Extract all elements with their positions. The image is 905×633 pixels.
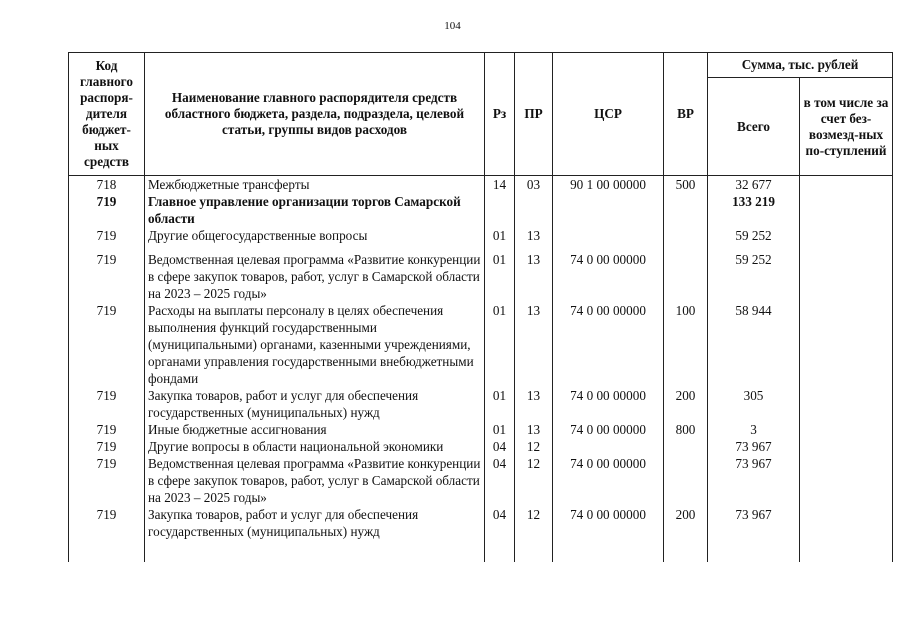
- cell-vr: 200: [664, 387, 708, 421]
- cell-rz: 14: [485, 176, 515, 194]
- cell-rz: 01: [485, 302, 515, 387]
- cell-rz: [485, 193, 515, 227]
- cell-rz: 04: [485, 438, 515, 455]
- table-row: [69, 387, 893, 421]
- cell-pr: 13: [515, 421, 553, 438]
- cell-rz: 04: [485, 455, 515, 506]
- cell-pr: 13: [515, 227, 553, 244]
- cell-incl: [800, 227, 893, 244]
- cell-code: 718: [69, 176, 145, 194]
- cell-csr: [553, 438, 664, 455]
- cell-pr: [515, 193, 553, 227]
- cell-csr: 74 0 00 00000: [553, 302, 664, 387]
- cell-code: 719: [69, 438, 145, 455]
- cell-csr: 74 0 00 00000: [553, 455, 664, 506]
- cell-pr: 13: [515, 244, 553, 302]
- header-vr: ВР: [664, 53, 708, 176]
- cell-name: Межбюджетные трансферты: [145, 176, 485, 194]
- cell-total: 59 252: [708, 227, 800, 244]
- cell-vr: 100: [664, 302, 708, 387]
- cell-csr: [553, 193, 664, 227]
- table-row: [69, 455, 893, 506]
- cell-name: Ведомственная целевая программа «Развитие конкуренции в сфере закупок товаров, работ, услуг в Самарской области на 2023 – 2025 годы»: [145, 455, 485, 506]
- cell-code: 719: [69, 421, 145, 438]
- cell-rz: 01: [485, 244, 515, 302]
- cell-total: 73 967: [708, 438, 800, 455]
- cell-csr: 74 0 00 00000: [553, 421, 664, 438]
- cell-name: Главное управление организации торгов Самарской области: [145, 193, 485, 227]
- cell-incl: [800, 421, 893, 438]
- cell-incl: [800, 244, 893, 302]
- cell-csr: [553, 227, 664, 244]
- cell-total: 59 252: [708, 244, 800, 302]
- cell-vr: [664, 438, 708, 455]
- cell-name: Другие вопросы в области национальной экономики: [145, 438, 485, 455]
- table-row: [69, 421, 893, 438]
- table-row: [69, 506, 893, 540]
- table-row: [69, 244, 893, 302]
- cell-incl: [800, 176, 893, 194]
- cell-pr: 13: [515, 387, 553, 421]
- cell-vr: [664, 193, 708, 227]
- cell-rz: 04: [485, 506, 515, 540]
- cell-incl: [800, 387, 893, 421]
- cell-pr: 03: [515, 176, 553, 194]
- cell-rz: 01: [485, 387, 515, 421]
- cell-pr: 12: [515, 455, 553, 506]
- cell-vr: 800: [664, 421, 708, 438]
- header-pr: ПР: [515, 53, 553, 176]
- cell-vr: 200: [664, 506, 708, 540]
- cell-incl: [800, 438, 893, 455]
- table-row: [69, 438, 893, 455]
- cell-total: 58 944: [708, 302, 800, 387]
- cell-vr: [664, 227, 708, 244]
- table-row: [69, 193, 893, 227]
- cell-name: Иные бюджетные ассигнования: [145, 421, 485, 438]
- table-row: [69, 176, 893, 194]
- cell-csr: 74 0 00 00000: [553, 387, 664, 421]
- header-code: Код главного распоря-дителя бюджет-ных средств: [69, 53, 145, 176]
- budget-table: [68, 52, 893, 562]
- cell-code: 719: [69, 193, 145, 227]
- header-total: Всего: [708, 78, 800, 176]
- cell-incl: [800, 302, 893, 387]
- table-row: [69, 227, 893, 244]
- header-sum-group: Сумма, тыс. рублей: [708, 53, 893, 78]
- cell-total: 305: [708, 387, 800, 421]
- cell-pr: 12: [515, 438, 553, 455]
- cell-total: 73 967: [708, 506, 800, 540]
- cell-total: 133 219: [708, 193, 800, 227]
- cell-name: Ведомственная целевая программа «Развитие конкуренции в сфере закупок товаров, работ, услуг в Самарской области на 2023 – 2025 годы»: [145, 244, 485, 302]
- cell-total: 3: [708, 421, 800, 438]
- page-number: 104: [444, 20, 461, 32]
- cell-incl: [800, 193, 893, 227]
- cell-csr: 74 0 00 00000: [553, 244, 664, 302]
- cell-vr: 500: [664, 176, 708, 194]
- header-rz: Рз: [485, 53, 515, 176]
- cell-pr: 12: [515, 506, 553, 540]
- cell-incl: [800, 506, 893, 540]
- cell-rz: 01: [485, 227, 515, 244]
- cell-code: 719: [69, 506, 145, 540]
- cell-code: 719: [69, 227, 145, 244]
- cell-total: 32 677: [708, 176, 800, 194]
- cell-code: 719: [69, 387, 145, 421]
- cell-csr: 90 1 00 00000: [553, 176, 664, 194]
- cell-pr: 13: [515, 302, 553, 387]
- table-row: [69, 302, 893, 387]
- cell-total: 73 967: [708, 455, 800, 506]
- cell-name: Закупка товаров, работ и услуг для обеспечения государственных (муниципальных) нужд: [145, 387, 485, 421]
- cell-name: Расходы на выплаты персоналу в целях обеспечения выполнения функций государственными (муниципальными) органами, казенными учреждениями, органами управления государственными внебюджетными фондами: [145, 302, 485, 387]
- cell-vr: [664, 244, 708, 302]
- cell-csr: 74 0 00 00000: [553, 506, 664, 540]
- header-name: Наименование главного распорядителя средств областного бюджета, раздела, подраздела, целевой статьи, группы видов расходов: [145, 53, 485, 176]
- header-csr: ЦСР: [553, 53, 664, 176]
- cell-incl: [800, 455, 893, 506]
- cell-vr: [664, 455, 708, 506]
- header-incl: в том числе за счет без-возмезд-ных по-ступлений: [800, 78, 893, 176]
- cell-rz: 01: [485, 421, 515, 438]
- cell-code: 719: [69, 244, 145, 302]
- table-row-spacer: [69, 540, 893, 562]
- cell-code: 719: [69, 455, 145, 506]
- cell-name: Другие общегосударственные вопросы: [145, 227, 485, 244]
- cell-name: Закупка товаров, работ и услуг для обеспечения государственных (муниципальных) нужд: [145, 506, 485, 540]
- cell-code: 719: [69, 302, 145, 387]
